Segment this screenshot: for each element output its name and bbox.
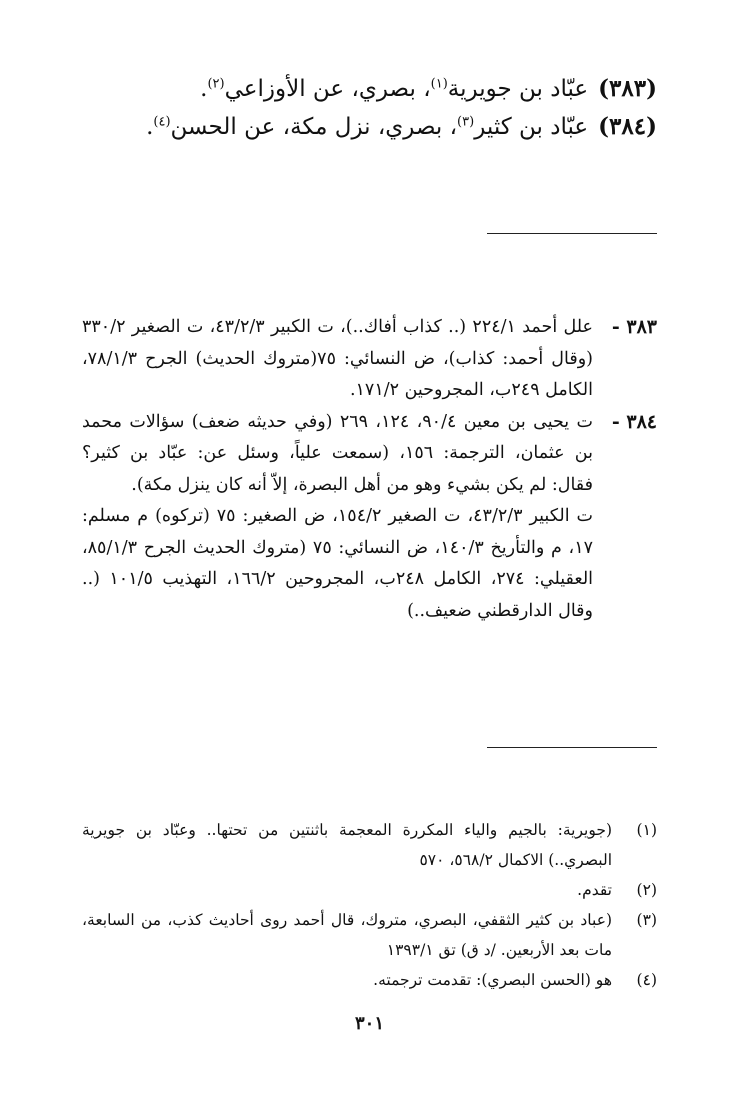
entry-text: . [200, 76, 208, 102]
note-number: ٣٨٤ - [611, 410, 657, 433]
footnote-text: تقدم. [577, 881, 612, 899]
note-number: ٣٨٣ - [611, 316, 657, 338]
page-number: ٣٠١ [354, 1013, 384, 1034]
footnote-item [82, 815, 657, 875]
notes-section [82, 312, 657, 627]
entry-384 [77, 108, 657, 146]
footnote-ref: (٣) [457, 114, 475, 130]
footnote-ref: (١) [430, 76, 448, 92]
entry-number: (٣٨٤) [598, 113, 657, 140]
note-paragraph: ت يحيى بن معين ٩٠/٤، ١٢٤، ٢٦٩ (وفي حديثه ضعف) سؤالات محمد بن عثمان، الترجمة: ١٥٦، (سمعت علياً، وسئل عن: عبّاد بن كثير؟ فقال: لم يكن بشيء وهو من أهل البصرة، إلاّ أنه كان ينزل مكة). [82, 411, 593, 495]
footnote-number: (١) [636, 821, 657, 839]
entry-text: ، بصري، عن الأوزاعي [224, 76, 431, 102]
footnote-item [82, 875, 657, 905]
footnote-number: (٣) [636, 911, 657, 929]
note-383 [82, 312, 657, 407]
note-paragraph: علل أحمد ٢٢٤/١ (.. كذاب أفاك..)، ت الكبير ٤٣/٢/٣، ت الصغير ٣٣٠/٢ (وقال أحمد: كذاب)، ض النسائي: ٧٥(متروك الحديث) الجرح ٧٨/١/٣، الكامل ٢٤٩ب، المجروحين ١٧١/٢. [82, 317, 593, 400]
footnote-item [82, 965, 657, 995]
note-paragraph: ت الكبير ٤٣/٢/٣، ت الصغير ١٥٤/٢، ض الصغير: ٧٥ (تركوه) م مسلم: ١٧، م والتأريخ ١٤٠/٣، ض النسائي: ٧٥ (متروك الحديث الجرح ٨٥/١/٣، العقيلي: ٢٧٤، الكامل ٢٤٨ب، المجروحين ١٦٦/٢، التهذيب ١٠١/٥ (.. وقال الدارقطني ضعيف..) [82, 506, 594, 621]
entry-text: ، بصري، نزل مكة، عن الحسن [170, 114, 458, 140]
entry-text: . [146, 114, 154, 140]
footnote-text: (عباد بن كثير الثقفي، البصري، متروك، قال أحمد روى أحاديث كذب، من السابعة، مات بعد الأربعين. /د ق) تق ١٣٩٣/١ [82, 911, 612, 959]
entry-383 [77, 70, 657, 108]
entry-text: عبّاد بن جويرية [447, 76, 589, 102]
entry-text: عبّاد بن كثير [474, 114, 589, 140]
section-divider [487, 233, 657, 234]
footnote-ref: (٢) [207, 76, 225, 92]
footnote-number: (٤) [636, 971, 657, 989]
footnote-text: هو (الحسن البصري): تقدمت ترجمته. [373, 971, 612, 989]
footnote-item [82, 905, 657, 965]
footnote-ref: (٤) [153, 114, 171, 130]
footnote-divider [487, 747, 657, 748]
footnote-text: (جويرية: بالجيم والياء المكررة المعجمة باثنتين من تحتها.. وعبّاد بن جويرية البصري..) الاكمال ٥٦٨/٢، ٥٧٠ [82, 821, 612, 869]
entries-section [77, 70, 657, 146]
footnote-number: (٢) [636, 881, 657, 899]
footnotes-section [82, 815, 657, 995]
note-384 [82, 407, 657, 628]
entry-number: (٣٨٣) [598, 75, 657, 102]
